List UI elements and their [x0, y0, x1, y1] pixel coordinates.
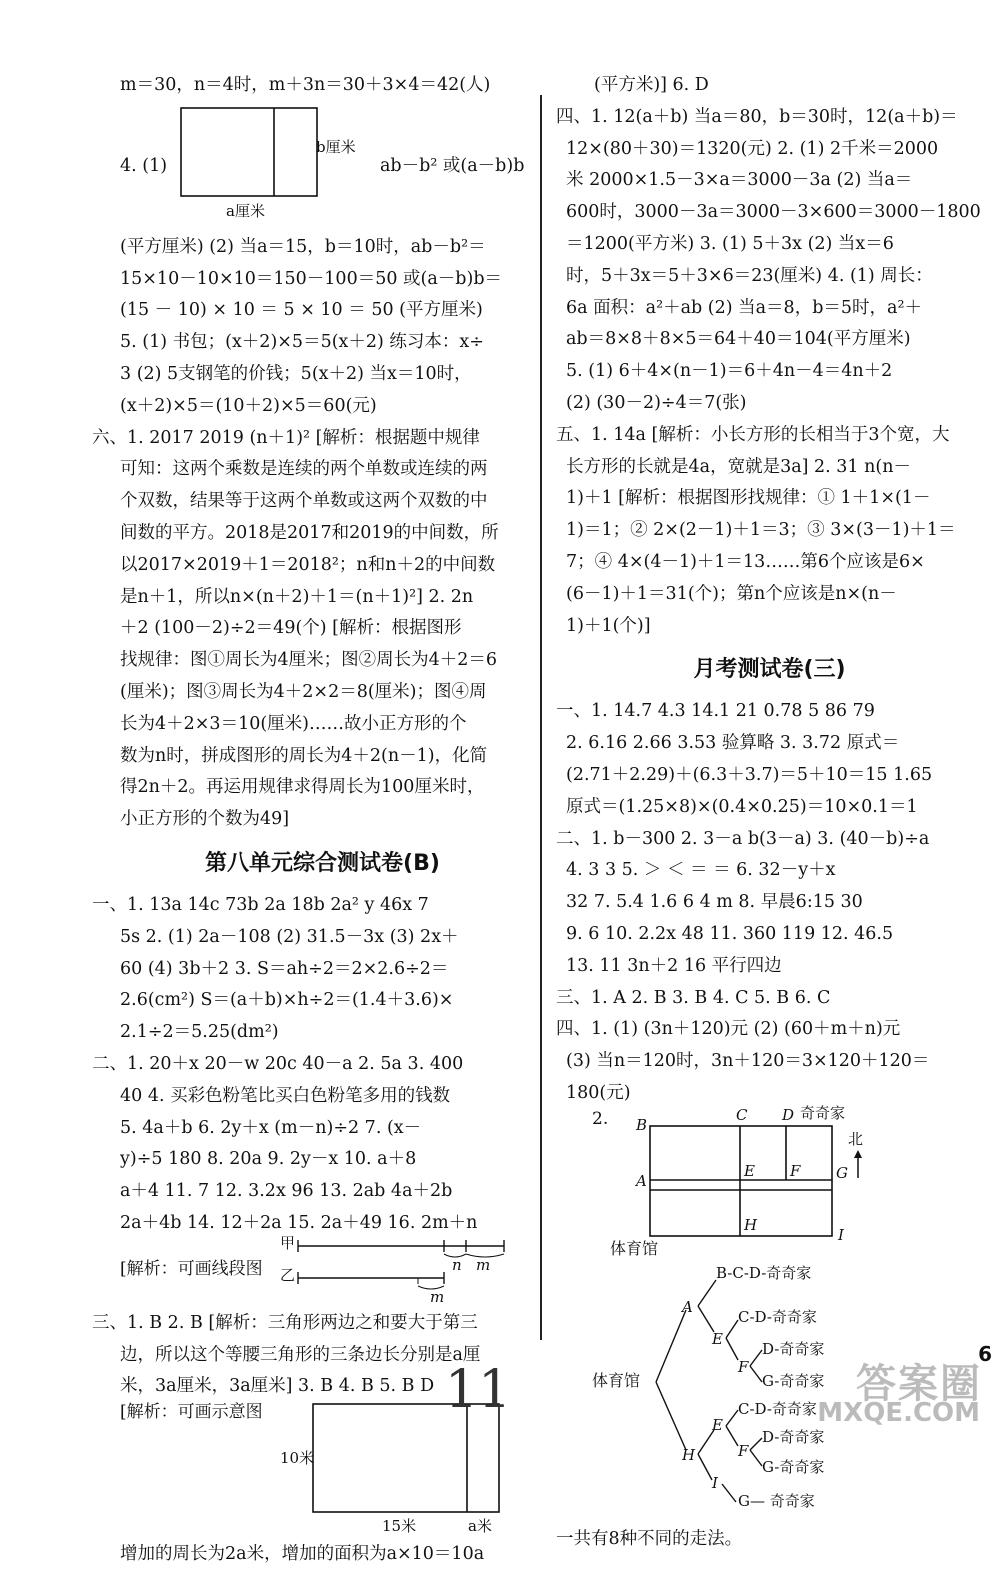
map-gym-label: 体育馆 — [610, 1238, 659, 1258]
tree-path: G-奇奇家 — [762, 1457, 825, 1476]
left-label: 10米 — [280, 1449, 315, 1468]
text-line: 15×10－10×10＝150－100＝50 或(a－b)b＝ — [120, 268, 503, 289]
text-line: 四、1. (1) (3n＋120)元 (2) (60＋m＋n)元 — [556, 1019, 901, 1040]
text-line: 增加的周长为2a米，增加的面积为a×10＝10a — [120, 1544, 485, 1565]
text-line: 5. (1) 6＋4×(n－1)＝6＋4n－4＝4n＋2 — [566, 361, 893, 382]
text-line: (2.71＋2.29)＋(6.3＋3.7)＝5＋10＝15 1.65 — [566, 764, 933, 785]
text-line: 原式＝(1.25×8)×(0.4×0.25)＝10×0.1＝1 — [566, 796, 918, 817]
segment-label-m2: m — [430, 1287, 445, 1306]
tree-node-F: F — [738, 1357, 749, 1376]
watermark-url: MXQE.COM — [817, 1398, 980, 1428]
text-line: 三、1. B 2. B [解析：三角形两边之和要大于第三 — [92, 1312, 478, 1333]
text-line: 个双数，结果等于这两个单数或这两个双数的中 — [120, 491, 488, 512]
text-line: 60 (4) 3b＋2 3. S＝ah÷2＝2×2.6÷2＝ — [120, 958, 449, 979]
tree-path: G— 奇奇家 — [738, 1491, 815, 1510]
text-line: m＝30，n＝4时，m＋3n＝30＋3×4＝42(人) — [120, 75, 491, 95]
tree-node-A: A — [682, 1297, 693, 1316]
map-home-label: 奇奇家 — [800, 1103, 846, 1122]
text-line: 时，5＋3x＝5＋3×6＝23(厘米) 4. (1) 周长： — [566, 265, 933, 286]
text-line: 13. 11 3n＋2 16 平行四边 — [566, 955, 782, 976]
map-point-E: E — [744, 1161, 755, 1180]
text-line: (厘米)；图③周长为4＋2×2＝8(厘米)；图④周 — [120, 681, 487, 702]
text-line: 40 4. 买彩色粉笔比买白色粉笔多用的钱数 — [120, 1085, 451, 1106]
route-map — [556, 1103, 983, 1270]
figure-note: [解析：可画示意图 — [120, 1402, 263, 1423]
segment-note: [解析：可画线段图 — [120, 1258, 263, 1279]
text-line: 长为4＋2×3＝10(厘米)……故小正方形的个 — [120, 713, 467, 734]
text-line: 可知：这两个乘数是连续的两个单数或连续的两 — [120, 459, 488, 480]
north-label: 北 — [848, 1129, 864, 1148]
segment-label-yi: 乙 — [280, 1265, 296, 1284]
text-line: 2. 6.16 2.66 3.53 验算略 3. 3.72 原式＝ — [566, 733, 900, 754]
text-line: 1)＋1(个)] — [566, 615, 651, 636]
text-line: 5. 4a＋b 6. 2y＋x (m－n)÷2 7. (x－ — [120, 1117, 422, 1138]
text-line: 四、1. 12(a＋b) 当a＝80，b＝30时，12(a＋b)＝ — [556, 106, 958, 127]
tree-path: C-D-奇奇家 — [738, 1307, 817, 1326]
segment-label-m: m — [476, 1255, 491, 1274]
segment-label-n: n — [452, 1255, 462, 1274]
text-line: 2.1÷2＝5.25(dm²) — [120, 1022, 279, 1043]
text-line: 2a＋4b 14. 12＋2a 15. 2a＋49 16. 2m＋n — [120, 1212, 478, 1233]
tree-path: G-奇奇家 — [762, 1371, 825, 1390]
watermark-logo: 答案圈 — [856, 1361, 982, 1407]
page-number: 6 — [978, 1342, 992, 1366]
text-line: 得2n＋2。再运用规律求得周长为100厘米时， — [120, 777, 485, 798]
tree-node-E: E — [712, 1415, 723, 1434]
text-line: 一共有8种不同的走法。 — [556, 1528, 743, 1549]
text-line: 五、1. 14a [解析：小长方形的长相当于3个宽，大 — [556, 424, 950, 445]
column-divider — [540, 95, 542, 1340]
tree-node-H: H — [682, 1445, 696, 1464]
text-line: 米 2000×1.5－3×a＝3000－3a (2) 当a＝ — [566, 170, 913, 191]
text-line: (平方米)] 6. D — [594, 75, 709, 95]
side-label: b厘米 — [316, 137, 356, 156]
section-heading: 月考测试卷(三) — [693, 657, 846, 683]
tree-path: D-奇奇家 — [762, 1339, 825, 1358]
section-heading: 第八单元综合测试卷(B) — [205, 850, 440, 876]
text-line: 二、1. 20＋x 20－w 20c 40－a 2. 5a 3. 400 — [92, 1053, 464, 1074]
text-line: 2.6(cm²) S＝(a＋b)×h÷2＝(1.4＋3.6)× — [120, 990, 454, 1011]
text-line: 以2017×2019＋1＝2018²；n和n＋2的中间数 — [120, 554, 496, 575]
tree-path: B-C-D-奇奇家 — [716, 1263, 812, 1282]
tree-path: C-D-奇奇家 — [738, 1399, 817, 1418]
text-line: ab＝8×8＋8×5＝64＋40＝104(平方厘米) — [566, 329, 911, 350]
text-line: 5s 2. (1) 2a－108 (2) 31.5－3x (3) 2x＋ — [120, 926, 459, 947]
text-line: (平方厘米) (2) 当a＝15，b＝10时，ab－b²＝ — [120, 236, 486, 257]
text-line: 长方形的长就是4a，宽就是3a] 2. 31 n(n－ — [566, 456, 911, 477]
text-line: 米，3a厘米，3a厘米] 3. B 4. B 5. B D — [120, 1376, 435, 1397]
map-point-A: A — [636, 1171, 647, 1190]
bottom-label: a厘米 — [226, 201, 265, 220]
text-line: 二、1. b－300 2. 3－a b(3－a) 3. (40－b)÷a — [556, 828, 930, 849]
text-line: 一、1. 13a 14c 73b 2a 18b 2a² y 46x 7 — [92, 894, 429, 915]
text-line: 9. 6 10. 2.2x 48 11. 360 119 12. 46.5 — [566, 923, 894, 944]
item-number: 4. (1) — [120, 155, 168, 176]
text-line: 数为n时，拼成图形的周长为4＋2(n－1)，化简 — [120, 745, 488, 766]
text-line: 1)＋1 [解析：根据图形找规律：① 1＋1×(1－ — [566, 488, 931, 509]
text-line: ＋2 (100－2)÷2＝49(个) [解析：根据图形 — [120, 618, 462, 639]
map-point-C: C — [736, 1105, 748, 1124]
text-line: 边，所以这个等腰三角形的三条边长分别是a厘 — [120, 1344, 481, 1365]
text-line: (3) 当n＝120时，3n＋120＝3×120＋120＝180(元) — [566, 1051, 930, 1103]
tree-node-I: I — [712, 1473, 718, 1492]
text-line: 间数的平方。2018是2017和2019的中间数，所 — [120, 522, 499, 543]
tree-root: 体育馆 — [592, 1370, 641, 1390]
text-line: 三、1. A 2. B 3. B 4. C 5. B 6. C — [556, 987, 831, 1008]
text-line: 找规律：图①周长为4厘米；图②周长为4＋2＝6 — [120, 650, 498, 671]
map-point-G: G — [836, 1163, 848, 1182]
tree-node-F: F — [738, 1441, 749, 1460]
text-line: 5. (1) 书包；(x＋2)×5＝5(x＋2) 练习本：x÷ — [120, 332, 484, 353]
map-point-I: I — [838, 1225, 844, 1244]
text-line: (15 － 10) × 10 ＝ 5 × 10 ＝ 50 (平方厘米) — [120, 300, 483, 321]
tree-path: D-奇奇家 — [762, 1427, 825, 1446]
item-number: 2. — [592, 1108, 609, 1129]
map-point-D: D — [782, 1105, 795, 1124]
text-line: y)÷5 180 8. 20a 9. 2y－x 10. a＋8 — [120, 1149, 417, 1170]
text-line: 1)＝1；② 2×(2－1)＋1＝3；③ 3×(3－1)＋1＝ — [566, 520, 956, 541]
map-point-B: B — [636, 1115, 648, 1134]
text-line: (x＋2)×5＝(10＋2)×5＝60(元) — [120, 395, 377, 416]
text-line: 小正方形的个数为49] — [120, 809, 290, 830]
handwriting-mark: 11 — [445, 1360, 512, 1420]
text-line: 12×(80＋30)＝1320(元) 2. (1) 2千米＝2000 — [566, 138, 939, 159]
right-label: a米 — [468, 1517, 492, 1536]
text-line: (6－1)＋1＝31(个)；第n个应该是n×(n－ — [566, 583, 897, 604]
text-line: 一、1. 14.7 4.3 14.1 21 0.78 5 86 79 — [556, 701, 875, 722]
text-line: 4. 3 3 5. ＞ ＜ ＝ ＝ 6. 32－y＋x — [566, 860, 836, 881]
text-line: (2) (30－2)÷4＝7(张) — [566, 392, 747, 413]
segment-label-jia: 甲 — [280, 1233, 296, 1252]
text-line: 3 (2) 5支钢笔的价钱；5(x＋2) 当x＝10时， — [120, 363, 472, 384]
rectangle-figure-1 — [120, 102, 525, 232]
text-line: 32 7. 5.4 1.6 6 4 m 8. 早晨6:15 30 — [566, 892, 863, 913]
text-line: 6a 面积：a²＋ab (2) 当a＝8，b＝5时，a²＋ — [566, 297, 922, 318]
rectangle-diagram — [180, 107, 320, 207]
left-column — [92, 70, 525, 1571]
text-line: a＋4 11. 7 12. 3.2x 96 13. 2ab 4a＋2b — [120, 1181, 453, 1202]
text-line: 600时，3000－3a＝3000－3×600＝3000－1800 — [566, 202, 981, 223]
rectangle-diagram — [312, 1403, 512, 1518]
segment-figure — [120, 1233, 525, 1308]
text-line: 六、1. 2017 2019 (n＋1)² [解析：根据题中规律 — [92, 427, 480, 448]
tree-node-E: E — [712, 1329, 723, 1348]
segment-diagram — [296, 1240, 536, 1308]
expression: ab－b² 或(a－b)b — [380, 155, 525, 176]
text-line: ＝1200(平方米) 3. (1) 5＋3x (2) 当x＝6 — [566, 233, 894, 254]
text-line: 是n＋1，所以n×(n＋2)＋1＝(n＋1)²] 2. 2n — [120, 586, 474, 607]
north-arrow-icon — [852, 1150, 864, 1178]
map-point-H: H — [744, 1215, 758, 1234]
rectangle-figure-3 — [120, 1403, 525, 1539]
text-line: 7；④ 4×(4－1)＋1＝13……第6个应该是6× — [566, 551, 925, 572]
right-column — [556, 70, 983, 1556]
map-point-F: F — [790, 1161, 801, 1180]
bottom-label: 15米 — [382, 1517, 417, 1536]
